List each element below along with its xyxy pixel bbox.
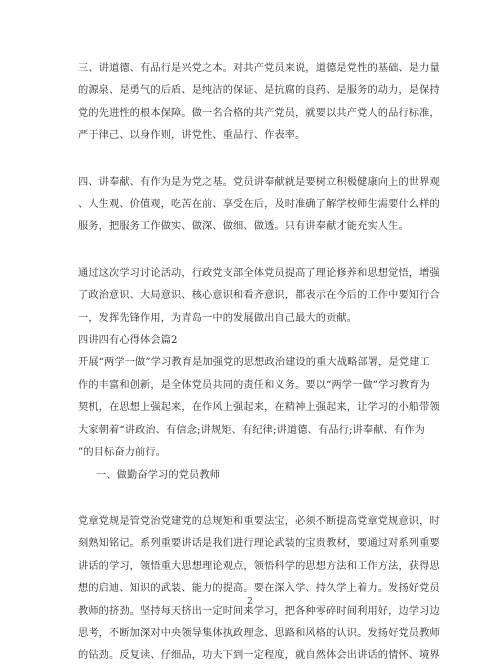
text-line: 思考，不断加深对中央领导集体执政理念、思路和风格的认识。发扬好党员教师 <box>78 627 440 639</box>
text-line: 一，发挥先锋作用，为青岛一中的发展做出自己最大的贡献。 <box>78 312 358 324</box>
paragraph-gap <box>78 487 424 511</box>
text-line: 的源泉、是勇气的后盾、是纯洁的保证、是抗腐的良药、是服务的动力，是保持 <box>78 85 440 97</box>
document-body <box>78 58 440 668</box>
text-line: 讲话的学习，领悟重大思想理论观点，领悟科学的思想方法和工作方法，获得思 <box>78 560 440 572</box>
subheading-text: 一、做勤奋学习的党员教师 <box>96 469 221 481</box>
text-line: 、人生观、价值观，吃苦在前、享受在后，及时准确了解学校师生需要什么样的 <box>78 199 440 211</box>
text-line: 教师的挤劲。坚持每天挤出一定时间来学习，把各种零碎时间利用好，边学习边 <box>78 605 440 617</box>
paragraph-3-morality <box>78 58 440 148</box>
text-line: 严于律己、以身作则，讲党性、重品行、作表率。 <box>78 130 306 142</box>
section-title: 四讲四有心得体会篇2 <box>78 335 178 347</box>
text-line: ”的目标奋力前行。 <box>78 447 167 459</box>
text-line: 了政治意识、大局意识、核心意识和看齐意识，都表示在今后的工作中要知行合 <box>78 290 440 302</box>
text-line: 大家朝着“讲政治、有信念;讲规矩、有纪律;讲道德、有品行;讲奉献、有作为 <box>78 424 425 436</box>
text-line: 服务，把服务工作做实、做深、做细、做透。只有讲奉献才能充实人生。 <box>78 221 409 233</box>
paragraph-gap <box>78 148 424 172</box>
paragraph-gap <box>78 239 424 263</box>
text-line: 契机，在思想上强起来，在作风上强起来，在精神上强起来，让学习的小船带领 <box>78 402 440 414</box>
paragraph-4-dedication <box>78 172 440 239</box>
text-line: 党的先进性的根本保障。做一名合格的共产党员，就要以共产党人的品行标准， <box>78 107 440 119</box>
page-number: 2 <box>247 597 253 607</box>
text-line: 三、讲道德、有品行是兴党之本。对共产党员来说，道德是党性的基础、是力量 <box>78 63 440 74</box>
paragraph-study <box>78 511 440 668</box>
text-line: 作的丰富和创新，是全体党员共同的责任和义务。要以“两学一做”学习教育为 <box>78 379 430 391</box>
text-line: 党章党规是管党治党建党的总规矩和重要法宝，必须不断提高党章党规意识，时 <box>78 515 440 527</box>
text-line: 想的启迪、知识的武装、能力的提高。要在深入学、持久学上着力。发扬好党员 <box>78 583 440 595</box>
subheading <box>78 465 424 487</box>
text-line: 的钻劲。反复读、仔细品，功夫下到一定程度，就自然体会出讲话的情怀、境界 <box>78 650 440 662</box>
paragraph-summary-and-part-2 <box>78 263 440 465</box>
text-line: 开展“两学一做”学习教育是加强党的思想政治建设的重大战略部署，是党建工 <box>78 357 430 369</box>
text-line: 刻熟知铭记。系列重要讲话是我们进行理论武装的宝贵教材，要通过对系列重要 <box>78 538 440 550</box>
text-line: 四、讲奉献、有作为是为党之基。党员讲奉献就是要树立积极健康向上的世界观 <box>78 176 440 188</box>
text-line: 通过这次学习讨论活动，行政党支部全体党员提高了理论修养和思想觉悟，增强 <box>78 267 440 279</box>
